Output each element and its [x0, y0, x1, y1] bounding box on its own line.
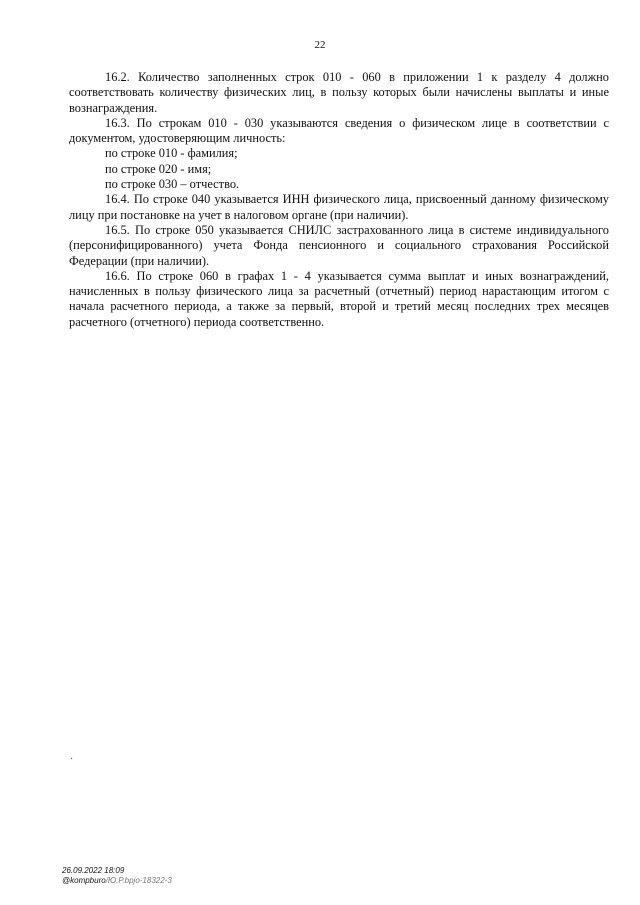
line-item-020: по строке 020 - имя; [105, 161, 212, 176]
document-body [69, 70, 609, 330]
line-item-030: по строке 030 – отчество. [105, 177, 240, 192]
footer-stamp-user: @kompburo [62, 876, 106, 885]
footer-stamp-line [62, 876, 172, 886]
paragraph-16-2: 16.2. Количество заполненных строк 010 - 060 в приложении 1 к разделу 4 должно соответствовать количеству физических лиц, в пользу которых были начислены выплаты и иные вознаграждения. [69, 70, 609, 115]
margin-mark: · [70, 754, 74, 765]
paragraph-16-3: 16.3. По строкам 010 - 030 указываются сведения о физическом лице в соответствии с документом, удостоверяющим личность: [69, 115, 609, 146]
footer-timestamp: 26.09.2022 18:09 [62, 866, 125, 875]
paragraph-16-6: 16.6. По строке 060 в графах 1 - 4 указывается сумма выплат и иных вознаграждений, начисленных в пользу физического лица за расчетный (отчетный) период нарастающим итогом с начала расчетного периода, а также за первый, второй и третий месяц последних трех месяцев расчетного (отчетного) периода соответственно. [69, 268, 609, 329]
footer-stamp-ref: /Ю.Р.bpjo-18322-3 [105, 876, 172, 885]
paragraph-16-5: 16.5. По строке 050 указывается СНИЛС застрахованного лица в системе индивидуального (персонифицированного) учета Фонда пенсионного и социального страхования Российской Федерации (при наличии). [69, 222, 609, 268]
paragraph-16-4: 16.4. По строке 040 указывается ИНН физического лица, присвоенный данному физическому лицу при постановке на учет в налоговом органе (при наличии). [69, 192, 609, 222]
footer-stamp [62, 866, 172, 886]
line-item-010: по строке 010 - фамилия; [105, 146, 238, 161]
page-number: 22 [314, 39, 326, 51]
